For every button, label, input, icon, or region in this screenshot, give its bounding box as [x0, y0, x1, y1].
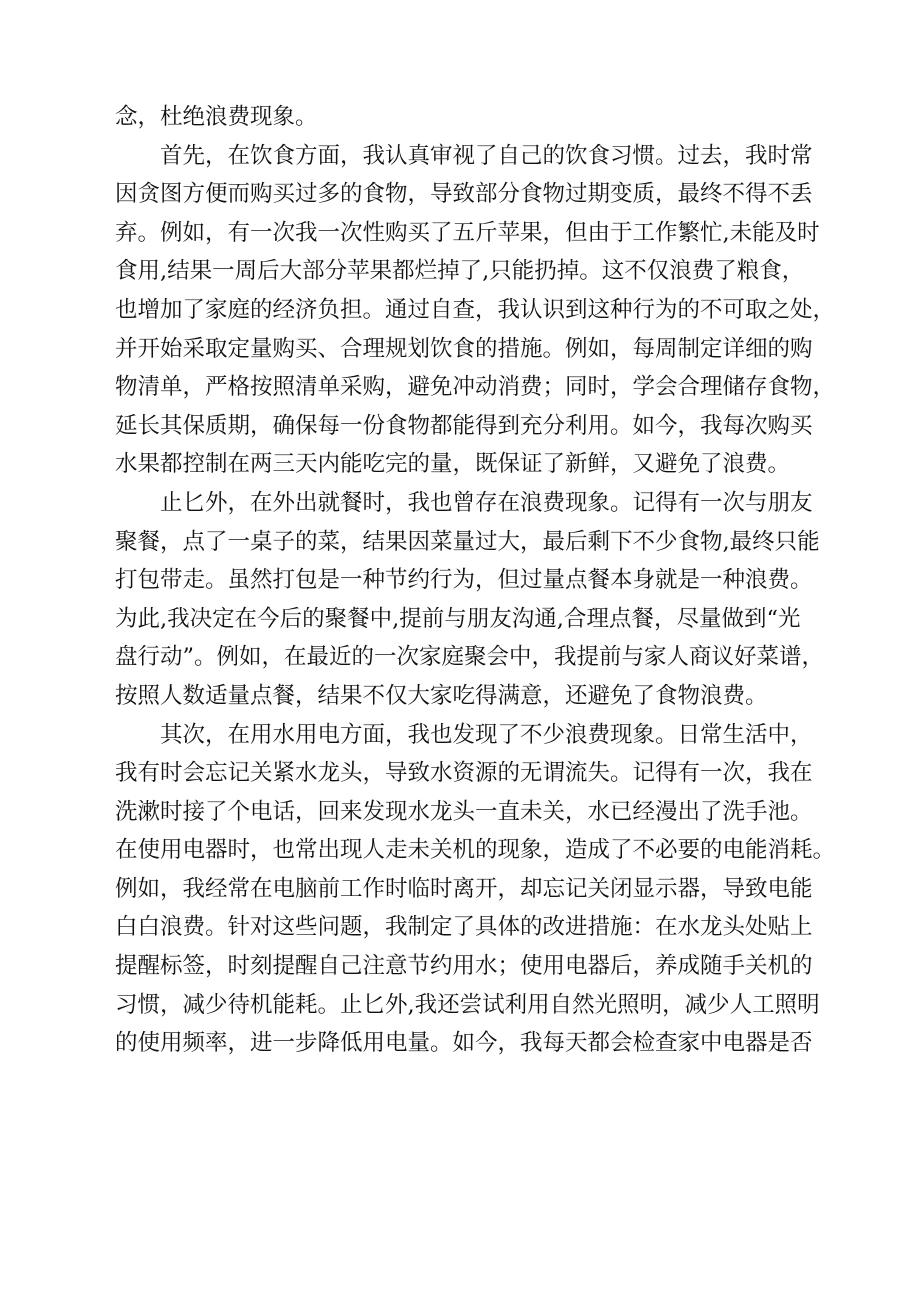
text-line: 白白浪费。针对这些问题，我制定了具体的改进措施：在水龙头处贴上 — [115, 914, 813, 941]
text-line: 为此,我决定在今后的聚餐中,提前与朋友沟通,合理点餐，尽量做到“光 — [115, 605, 801, 632]
text-line: 食用,结果一周后大部分苹果都烂掉了,只能扔掉。这不仅浪费了粮食， — [115, 258, 805, 285]
text-line: 提醒标签，时刻提醒自己注意节约用水；使用电器后，养成随手关机的 — [115, 953, 813, 980]
text-line: 水果都控制在两三天内能吃完的量，既保证了新鲜，又避免了浪费。 — [115, 451, 791, 478]
text-line: 首先，在饮食方面，我认真审视了自己的饮食习惯。过去，我时常 — [160, 142, 813, 169]
text-line: 其次，在用水用电方面，我也发现了不少浪费现象。日常生活中， — [160, 721, 813, 748]
text-line: 并开始采取定量购买、合理规划饮食的措施。例如，每周制定详细的购 — [115, 335, 813, 362]
text-line: 盘行动”。例如，在最近的一次家庭聚会中，我提前与家人商议好菜谱， — [115, 644, 825, 671]
text-line: 也增加了家庭的经济负担。通过自查，我认识到这种行为的不可取之处， — [115, 296, 836, 323]
text-line: 延长其保质期，确保每一份食物都能得到充分利用。如今，我每次购买 — [115, 412, 813, 439]
text-line: 在使用电器时，也常出现人走未关机的现象，造成了不必要的电能消耗。 — [115, 837, 836, 864]
text-line: 的使用频率，进一步降低用电量。如今，我每天都会检查家中电器是否 — [115, 1030, 813, 1057]
text-line: 物清单，严格按照清单采购，避免冲动消费；同时，学会合理储存食物， — [115, 374, 836, 401]
body-text — [115, 98, 855, 1063]
text-line: 习惯，减少待机能耗。止匕外,我还尝试利用自然光照明，减少人工照明 — [115, 991, 820, 1018]
text-line: 按照人数适量点餐，结果不仅大家吃得满意，还避免了食物浪费。 — [115, 682, 768, 709]
text-line: 因贪图方便而购买过多的食物，导致部分食物过期变质，最终不得不丢 — [115, 181, 813, 208]
text-line: 聚餐，点了一桌子的菜，结果因菜量过大，最后剩下不少食物,最终只能 — [115, 528, 820, 555]
text-line: 打包带走。虽然打包是一种节约行为，但过量点餐本身就是一种浪费。 — [115, 567, 813, 594]
text-line: 止匕外，在外出就餐时，我也曾存在浪费现象。记得有一次与朋友 — [160, 489, 813, 516]
text-line: 弃。例如，有一次我一次性购买了五斤苹果，但由于工作繁忙,未能及时 — [115, 219, 820, 246]
text-line: 我有时会忘记关紧水龙头，导致水资源的无谓流失。记得有一次，我在 — [115, 760, 813, 787]
text-line: 念，杜绝浪费现象。 — [115, 104, 318, 130]
text-line: 洗漱时接了个电话，回来发现水龙头一直未关，水已经漫出了洗手池。 — [115, 798, 813, 825]
text-line: 例如，我经常在电脑前工作时临时离开，却忘记关闭显示器，导致电能 — [115, 875, 813, 902]
